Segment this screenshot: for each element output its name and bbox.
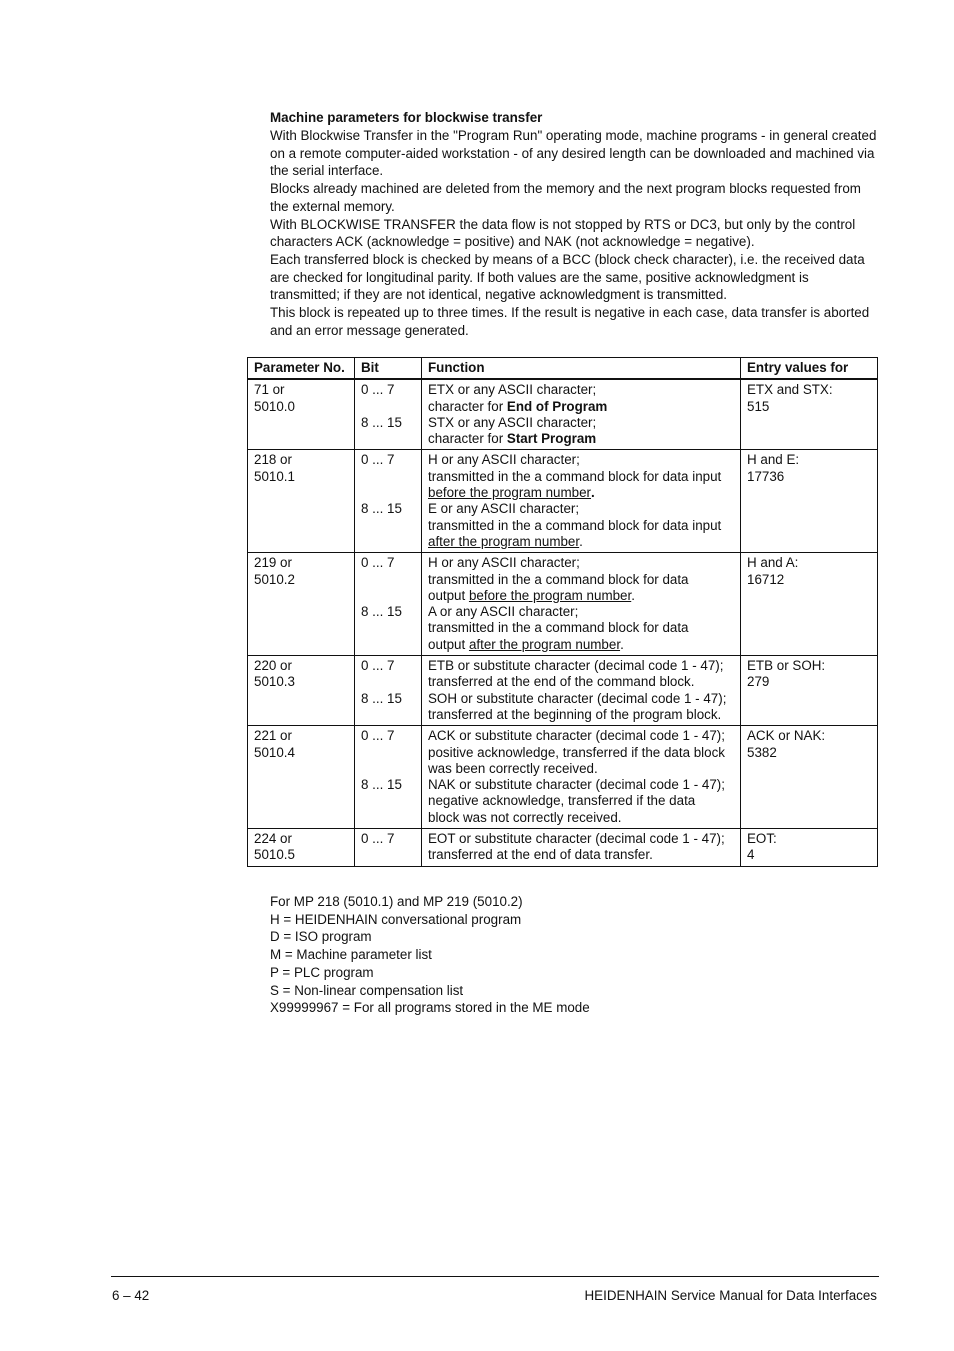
table-row <box>248 829 878 867</box>
intro-paragraph: Blocks already machined are deleted from the memory and the next program blocks requested from the external memory. <box>270 181 861 214</box>
param-cell: 224 or 5010.5 <box>248 829 355 867</box>
intro-paragraph: With Blockwise Transfer in the "Program Run" operating mode, machine programs - in general created on a remote computer-aided workstation - of any desired length can be downloaded and machined via the serial interface. <box>270 128 877 179</box>
bit-cell: 0 ... 7 <box>355 829 422 867</box>
bit-cell: 0 ... 7 8 ... 15 <box>355 450 422 553</box>
note-line: S = Non-linear compensation list <box>270 982 464 998</box>
note-line: P = PLC program <box>270 964 374 980</box>
function-cell: EOT or substitute character (decimal code 1 - 47); transferred at the end of data transfer. <box>422 829 741 867</box>
note-line: For MP 218 (5010.1) and MP 219 (5010.2) <box>270 894 523 909</box>
bit-cell: 0 ... 7 8 ... 15 <box>355 656 422 726</box>
entry-cell: H and E: 17736 <box>741 450 878 553</box>
parameter-table <box>247 357 878 867</box>
header-bit: Bit <box>355 358 422 380</box>
entry-cell: EOT: 4 <box>741 829 878 867</box>
intro-paragraph: With BLOCKWISE TRANSFER the data flow is not stopped by RTS or DC3, but only by the control characters ACK (acknowledge = positive) and NAK (not acknowledge = negative). <box>270 216 856 250</box>
section-heading: Machine parameters for blockwise transfer <box>270 110 543 125</box>
function-cell: H or any ASCII character; transmitted in the a command block for data input before the program number. E or any ASCII character; transmitted in the a command block for data input after the program number. <box>422 450 741 553</box>
table-row <box>248 450 878 553</box>
note-line: H = HEIDENHAIN conversational program <box>270 911 522 927</box>
param-cell: 218 or 5010.1 <box>248 450 355 553</box>
entry-cell: ETX and STX: 515 <box>741 379 878 450</box>
note-line: M = Machine parameter list <box>270 947 432 963</box>
note-line: D = ISO program <box>270 929 372 945</box>
intro-paragraph: This block is repeated up to three times. If the result is negative in each case, data transfer is aborted and an error message generated. <box>270 305 870 338</box>
header-function: Function <box>422 358 741 380</box>
table-header-row <box>248 358 878 380</box>
note-line: X99999967 = For all programs stored in the ME mode <box>270 1000 590 1016</box>
footer-title: HEIDENHAIN Service Manual for Data Interfaces <box>584 1288 877 1303</box>
header-entry-values: Entry values for <box>741 358 878 380</box>
intro-paragraph: Each transferred block is checked by means of a BCC (block check character), i.e. the received data are checked for longitudinal parity. If both values are the same, positive acknowledgment is transmitted; if they are not identical, negative acknowledgment is transmitted. <box>270 251 865 303</box>
function-cell: ETB or substitute character (decimal code 1 - 47); transferred at the end of the command block. SOH or substitute character (decimal code 1 - 47); transferred at the beginning of the program block. <box>422 656 741 726</box>
param-cell: 71 or 5010.0 <box>248 379 355 450</box>
bit-cell: 0 ... 7 8 ... 15 <box>355 553 422 656</box>
function-cell: ACK or substitute character (decimal code 1 - 47); positive acknowledge, transferred if the data block was been correctly received. NAK or substitute character (decimal code 1 - 47); negative acknowledge, transferred if the data block was not correctly received. <box>422 726 741 829</box>
bit-cell: 0 ... 7 8 ... 15 <box>355 726 422 829</box>
entry-cell: ETB or SOH: 279 <box>741 656 878 726</box>
entry-cell: ACK or NAK: 5382 <box>741 726 878 829</box>
header-parameter-no: Parameter No. <box>248 358 355 380</box>
intro-text <box>270 127 880 339</box>
bit-cell: 0 ... 7 8 ... 15 <box>355 379 422 450</box>
table-row <box>248 656 878 726</box>
table-row <box>248 726 878 829</box>
notes-list <box>270 893 590 1017</box>
page-number: 6 – 42 <box>112 1288 150 1303</box>
function-cell: H or any ASCII character; transmitted in the a command block for data output before the program number. A or any ASCII character; transmitted in the a command block for data output after the program number. <box>422 553 741 656</box>
table-row <box>248 379 878 450</box>
entry-cell: H and A: 16712 <box>741 553 878 656</box>
footer-divider <box>111 1276 879 1277</box>
param-cell: 219 or 5010.2 <box>248 553 355 656</box>
param-cell: 221 or 5010.4 <box>248 726 355 829</box>
table-row <box>248 553 878 656</box>
param-cell: 220 or 5010.3 <box>248 656 355 726</box>
function-cell: ETX or any ASCII character; character for End of Program STX or any ASCII character; character for Start Program <box>422 379 741 450</box>
